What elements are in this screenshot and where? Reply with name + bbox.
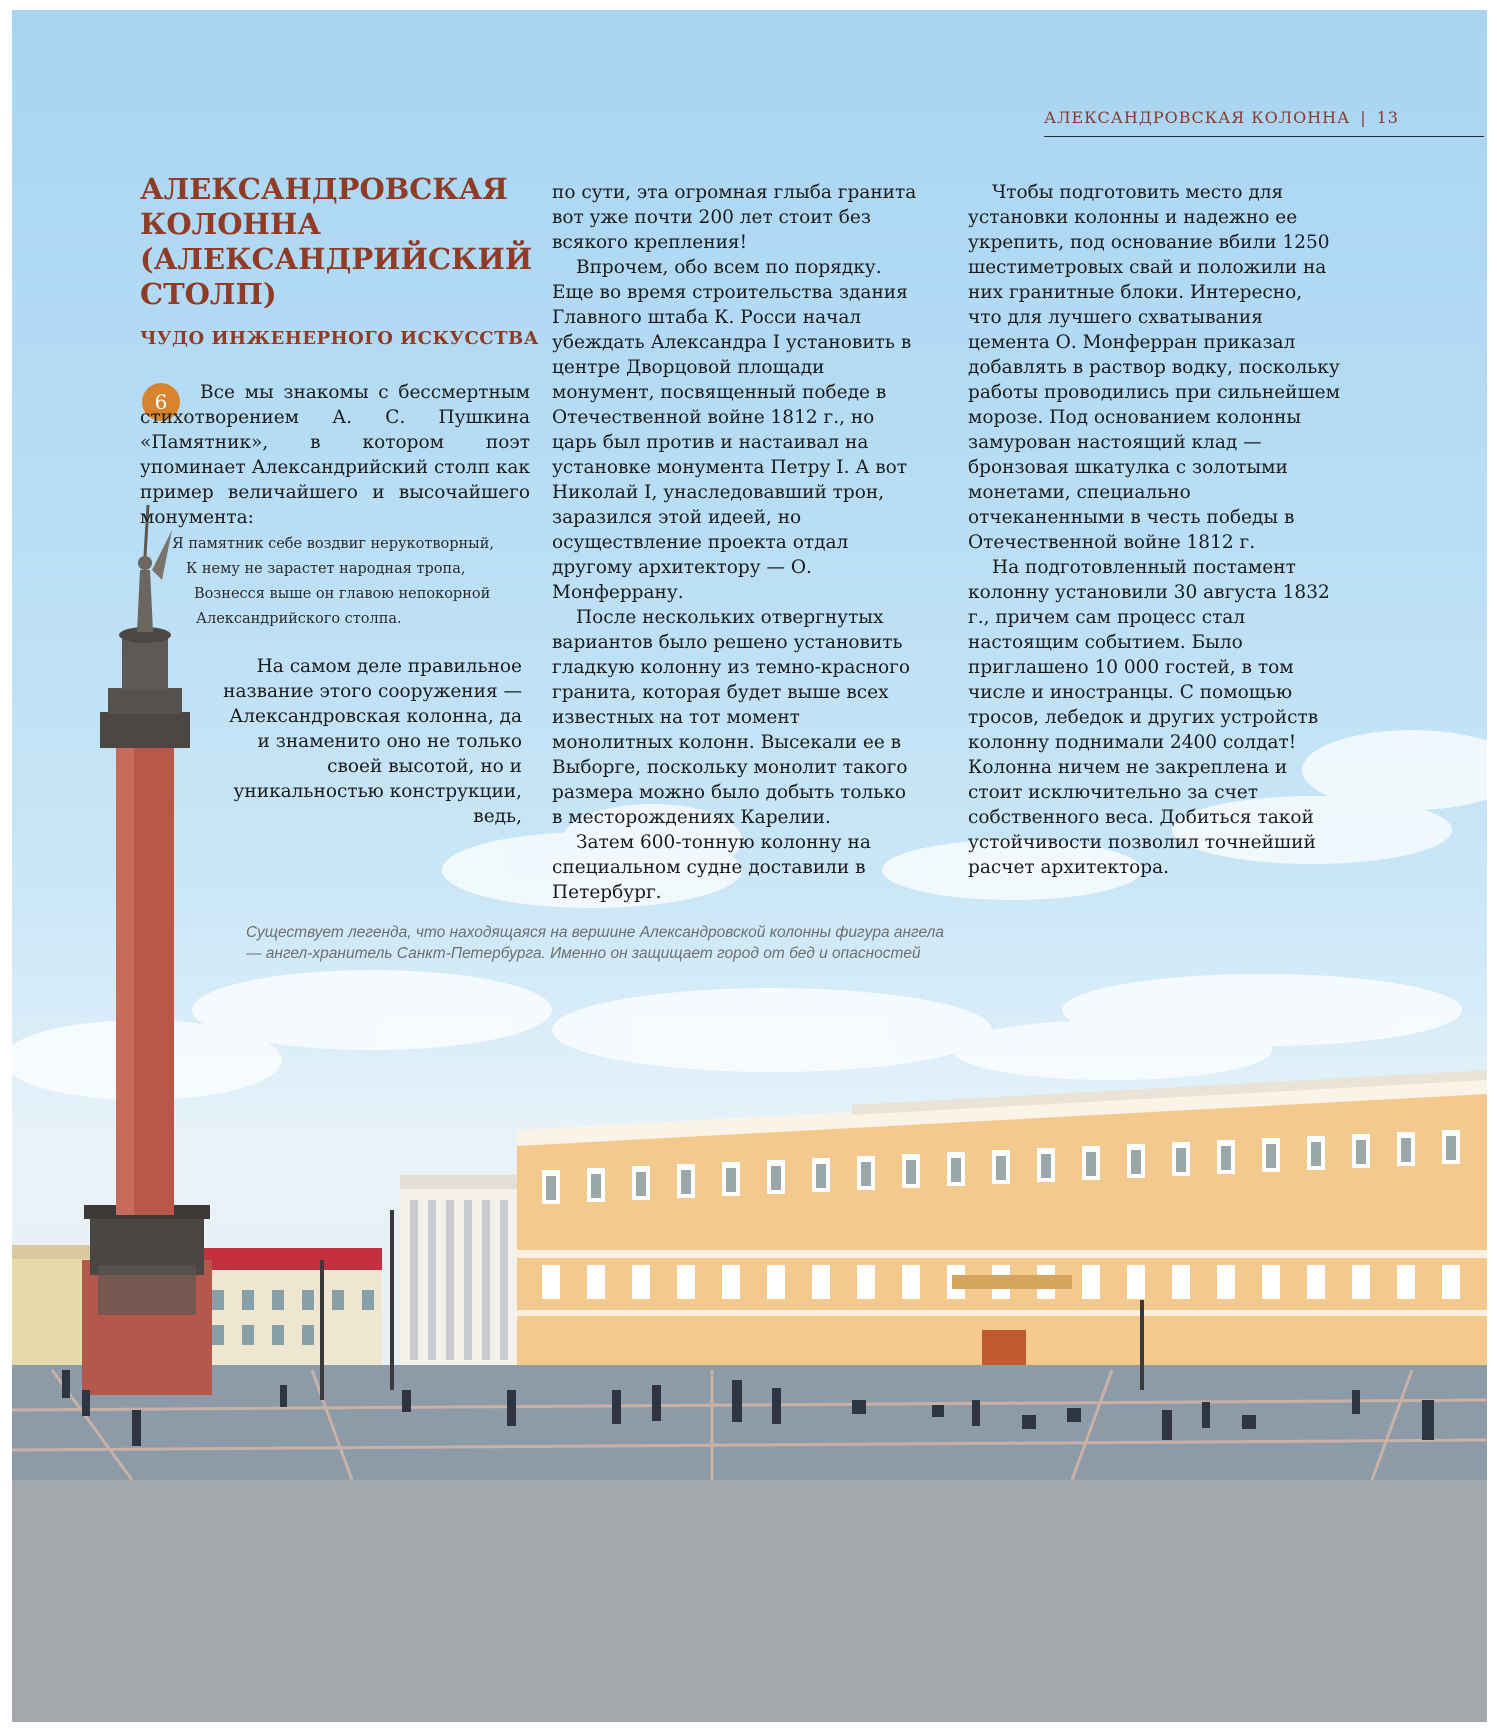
article-subtitle: ЧУДО ИНЖЕНЕРНОГО ИСКУССТВА — [140, 328, 539, 349]
section-title: АЛЕКСАНДРОВСКАЯ КОЛОННА — [1044, 108, 1351, 127]
body-paragraph: После нескольких отвергнутых вариантов было решено установить гладкую колонну из темно-красного гранита, которая будет выше всех известных на тот момент монолитных колонн. Высекали ее в Выборге, поскольку монолит такого размера можно было добыть только в месторождениях Карелии. — [552, 607, 911, 828]
body-paragraph: Затем 600-тонную колонну на специальном судне доставили в Петербург. — [552, 832, 871, 903]
intro-paragraph: Все мы знакомы с бессмертным стихотворением А. С. Пушкина «Памятник», в котором поэт упоминает Александрийский столп как пример величайшего и высочайшего монумента: — [140, 382, 530, 528]
poem-line: Вознесся выше он главою непокорной — [194, 586, 491, 602]
poem-quote — [172, 532, 532, 632]
poem-line: Александрийского столпа. — [196, 611, 402, 627]
body-paragraph: Чтобы подготовить место для установки колонны и надежно ее укрепить, под основание вбили 1250 шестиметровых свай и положили на них гранитные блоки. Интересно, что для лучшего схватывания цемента О. Монферран приказал добавлять в раствор водку, поскольку работы проводились при сильнейшем морозе. Под основанием колонны замурован настоящий клад — бронзовая шкатулка с золотыми монетами, специально отчеканенными в честь победы в Отечественной войне 1812 г. — [968, 182, 1341, 553]
general-staff-white-wing — [400, 1175, 530, 1365]
intro-text — [140, 380, 530, 530]
body-paragraph: по сути, эта огромная глыба гранита вот уже почти 200 лет стоит без всякого крепления! — [552, 182, 917, 253]
body-paragraph: На самом деле правильное название этого сооружения — Александровская колонна, да и знаменито оно не только своей высотой, но и уникальностью конструкции, ведь, — [223, 656, 522, 827]
text-column-3 — [968, 180, 1340, 880]
photo-caption: Существует легенда, что находящаяся на вершине Александровской колонны фигура ангела — ангел-хранитель Санкт-Петербурга. Именно он защищает город от бед и опасностей — [246, 924, 944, 962]
alexander-column — [82, 505, 212, 1395]
general-staff-yellow-facade — [517, 1070, 1487, 1365]
poem-line: Я памятник себе воздвиг нерукотворный, — [172, 536, 494, 552]
poem-line: К нему не зарастет народная тропа, — [186, 561, 466, 577]
body-paragraph: На подготовленный постамент колонну установили 30 августа 1832 г., причем сам процесс стал настоящим событием. Было приглашено 10 000 гостей, в том числе и иностранцы. С помощью тросов, лебедок и других устройств колонну поднимали 2400 солдат! Колонна ничем не закреплена и стоит исключительно за счет собственного веса. Добиться такой устойчивости позволил точнейший расчет архитектора. — [968, 557, 1330, 878]
running-head — [1044, 108, 1484, 137]
number-badge: 6 — [142, 383, 180, 421]
column-1-continuation — [212, 654, 522, 829]
page-number: 13 — [1376, 108, 1399, 127]
body-paragraph: Впрочем, обо всем по порядку. Еще во время строительства здания Главного штаба К. Росси начал убеждать Александра I установить в центре Дворцовой площади монумент, посвященный победе в Отечественной войне 1812 г., но царь был против и настаивал на установке монумента Петру I. А вот Николай I, унаследовавший трон, заразился этой идеей, но осуществление проекта отдал другому архитектору — О. Монферрану. — [552, 257, 912, 603]
magazine-page — [12, 10, 1487, 1722]
article-title: АЛЕКСАНДРОВСКАЯ КОЛОННА (АЛЕКСАНДРИЙСКИЙ СТОЛП) — [140, 172, 533, 311]
header-separator: | — [1360, 108, 1367, 127]
square-pavement — [12, 1365, 1487, 1722]
text-column-2 — [552, 180, 922, 905]
